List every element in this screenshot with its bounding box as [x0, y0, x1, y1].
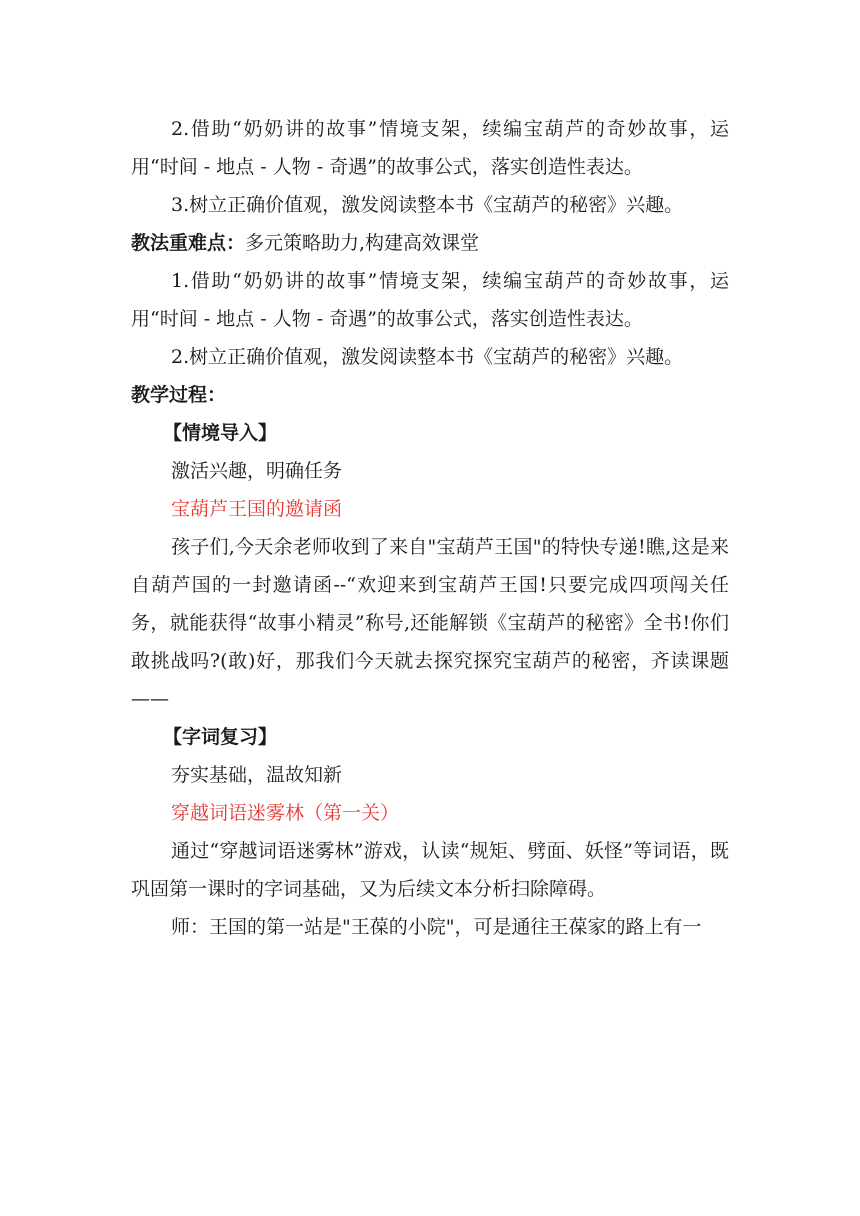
section-situation-intro-body: 孩子们,今天余老师收到了来自"宝葫芦王国"的特快专递!瞧,这是来自葫芦国的一封邀请函--“欢迎来到宝葫芦王国!只要完成四项闯关任务，就能获得“故事小精灵”称号,还能解锁《宝葫芦的秘密》全书!你们敢挑战吗?(敢)好，那我们今天就去探究探究宝葫芦的秘密，齐读课题—— — [131, 536, 729, 710]
section-vocab-review-body-1: 通过“穿越词语迷雾林”游戏，认读“规矩、劈面、妖怪”等词语，既巩固第一课时的字词基础，又为后续文本分析扫除障碍。 — [131, 840, 729, 900]
objective-3: 3.树立正确价值观，激发阅读整本书《宝葫芦的秘密》兴趣。 — [171, 194, 684, 216]
teaching-process-heading: 教学过程： — [131, 384, 227, 406]
section-vocab-review-highlight: 穿越词语迷雾林（第一关） — [171, 802, 400, 824]
section-vocab-review-subtitle: 夯实基础，温故知新 — [171, 764, 343, 786]
document-body — [131, 110, 729, 946]
section-situation-intro-subtitle: 激活兴趣，明确任务 — [171, 460, 343, 482]
section-vocab-review-title: 【字词复习】 — [163, 726, 278, 748]
teaching-difficulty-heading — [131, 224, 729, 262]
teaching-difficulty-label: 教法重难点： — [131, 232, 246, 254]
section-situation-intro-title: 【情境导入】 — [163, 422, 278, 444]
objective-2: 2.借助“奶奶讲的故事”情境支架，续编宝葫芦的奇妙故事，运用“时间 - 地点 - 人物 - 奇遇”的故事公式，落实创造性表达。 — [131, 118, 729, 178]
teaching-difficulty-text: 多元策略助力,构建高效课堂 — [245, 232, 480, 254]
difficulty-1: 1.借助“奶奶讲的故事”情境支架，续编宝葫芦的奇妙故事，运用“时间 - 地点 - 人物 - 奇遇”的故事公式，落实创造性表达。 — [131, 270, 729, 330]
section-situation-intro-highlight: 宝葫芦王国的邀请函 — [171, 498, 343, 520]
difficulty-2: 2.树立正确价值观，激发阅读整本书《宝葫芦的秘密》兴趣。 — [171, 346, 684, 368]
section-vocab-review-body-2: 师：王国的第一站是"王葆的小院"，可是通往王葆家的路上有一 — [171, 916, 702, 938]
